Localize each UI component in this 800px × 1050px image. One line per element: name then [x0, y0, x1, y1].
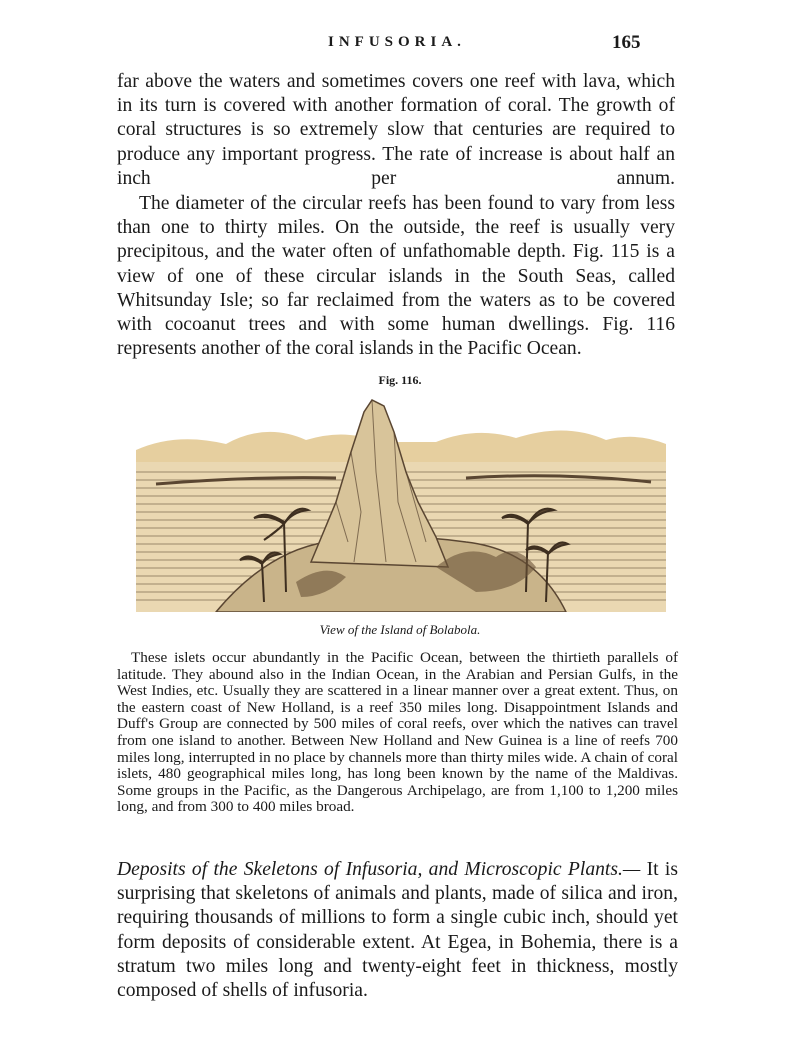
running-title: INFUSORIA. — [328, 34, 466, 50]
island-engraving — [136, 392, 666, 612]
island-illustration — [136, 392, 666, 612]
figure-label: Fig. 116. — [378, 373, 422, 387]
section-text: It is surprising that skeletons of animals and plants, made of silica and iron, requiring thousands of millions to form a single cubic inch, should yet form deposits of considerable extent. At Egea, in Bohemia, there is a stratum two miles long and twenty-eight feet in thickness, mostly composed of shells of infusoria. — [117, 859, 678, 1002]
figure-caption: View of the Island of Bolabola. — [319, 622, 481, 637]
running-head — [0, 34, 800, 58]
page-number: 165 — [612, 32, 641, 53]
paragraph-1: far above the waters and sometimes covers one reef with lava, which in its turn is covered with another formation of coral. The growth of coral structures is so extremely slow that centuries are required to produce any important progress. The rate of increase is about half an inch per annum. — [117, 71, 675, 189]
section-heading: Deposits of the Skeletons of Infusoria, and Microscopic Plants.— — [117, 859, 641, 880]
small-print-paragraph: These islets occur abundantly in the Pacific Ocean, between the thirtieth parallels of latitude. They abound also in the Indian Ocean, in the Arabian and Persian Gulfs, in the West Indies, etc. Usually they are scattered in a linear manner over a great extent. Thus, on the eastern coast of New Holland, is a reef 350 miles long. Disappointment Islands and Duff's Group are connected by 500 miles of coral reefs, over which the natives can travel from one island to another. Between New Holland and New Guinea is a line of reefs 700 miles long, interrupted in no place by channels more than thirty miles wide. A chain of coral islets, 480 geographical miles long, has long been known by the name of the Maldivas. Some groups in the Pacific, as the Dangerous Archipelago, are from 1,100 to 1,200 miles long, and from 300 to 400 miles broad. — [117, 649, 678, 816]
paragraph-2: The diameter of the circular reefs has been found to vary from less than one to thirty miles. On the outside, the reef is usually very precipitous, and the water often of unfathomable depth. Fig. 115 is a view of one of these circular islands in the South Seas, called Whitsunday Isle; so far reclaimed from the waters as to be covered with cocoanut trees and with some human dwellings. Fig. 116 represents another of the coral islands in the Pacific Ocean. — [117, 193, 675, 360]
section-paragraph — [117, 858, 678, 1003]
